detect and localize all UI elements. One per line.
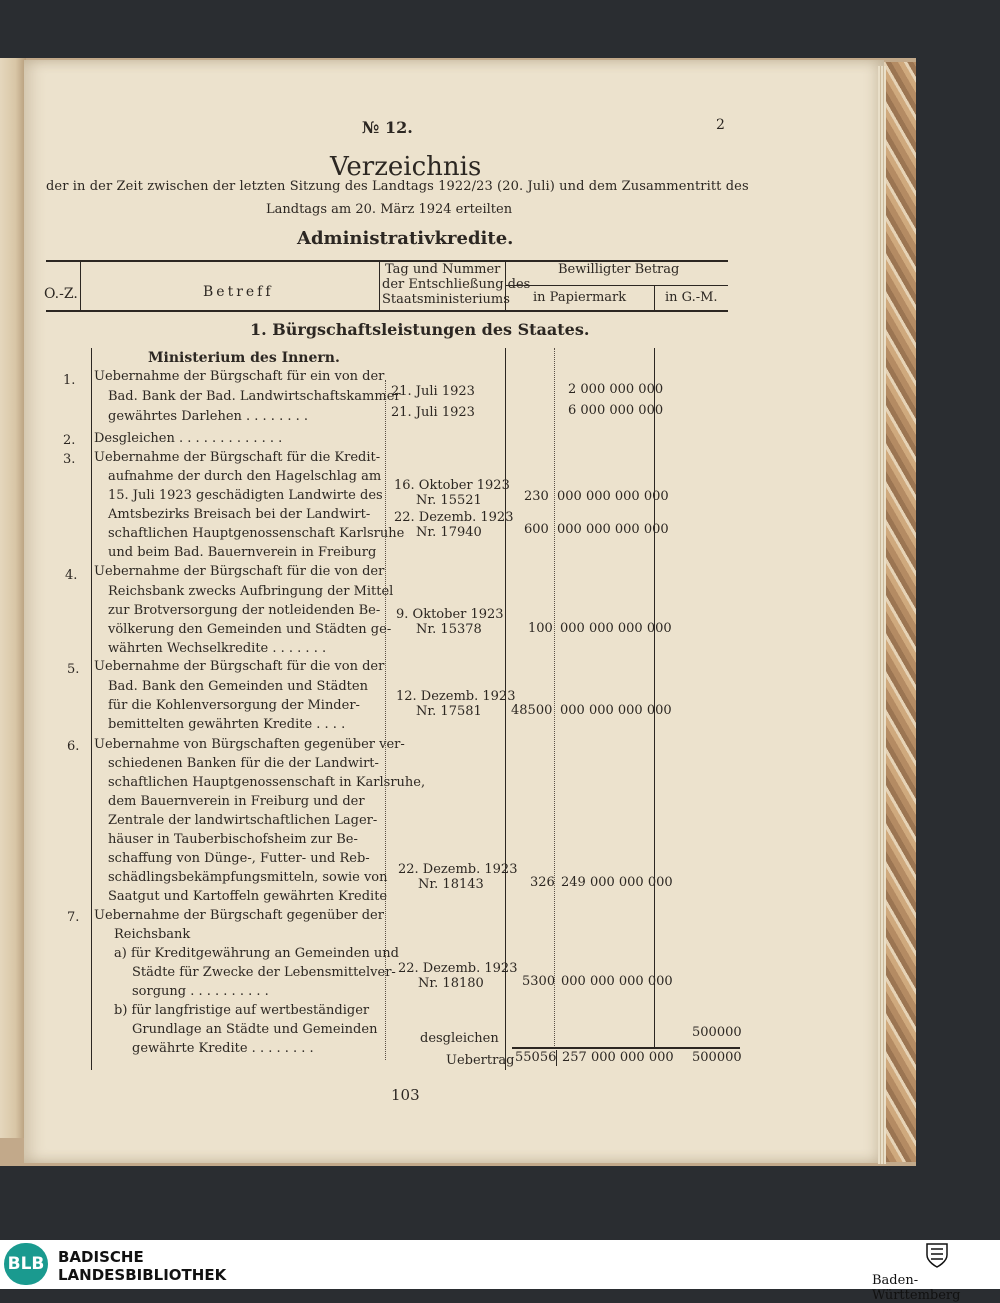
page-right-number: 2 (716, 117, 725, 133)
row-6-text-5: Zentrale der landwirtschaftlichen Lager- (108, 813, 378, 828)
total-amount-a: 55056 (515, 1050, 557, 1065)
row-6-text-3: schaftlichen Hauptgenossenschaft in Karlsruhe, (108, 775, 426, 790)
row-7-nr: 7. (67, 910, 80, 925)
row-6-text-6: häuser in Tauberbischofsheim zur Be- (108, 832, 358, 847)
row-3-text-1: Uebernahme der Bürgschaft für die Kredit- (94, 450, 381, 465)
row-1-date-2: 21. Juli 1923 (391, 405, 475, 420)
row-2-nr: 2. (63, 433, 76, 448)
row-1-value-1: 2 000 000 000 (568, 382, 664, 397)
row-6-text-1: Uebernahme von Bürgschaften gegenüber ver- (94, 737, 405, 752)
header-tag-l2: der Entschließung des (382, 277, 531, 292)
header-papiermark: in Papiermark (533, 290, 627, 305)
row-6-date-2: Nr. 18143 (418, 877, 484, 892)
section-heading: 1. Bürgschaftsleistungen des Staates. (250, 320, 590, 339)
row-4-text-3: zur Brotversorgung der notleidenden Be- (108, 603, 381, 618)
row-3-text-3: 15. Juli 1923 geschädigten Landwirte des (108, 488, 383, 503)
row-7-date-2: Nr. 18180 (418, 976, 484, 991)
amount-header-rule (506, 285, 728, 286)
body-rule-dotted (554, 348, 555, 1048)
row-7b-desgleichen: desgleichen (420, 1031, 499, 1046)
total-label: Uebertrag (446, 1053, 515, 1068)
total-amount-b: 257 000 000 000 (562, 1050, 674, 1065)
total-rule (512, 1047, 740, 1049)
subtitle-line-1: der in der Zeit zwischen der letzten Sitzung des Landtags 1922/23 (20. Juli) und dem Zusammentritt des (46, 179, 749, 194)
row-7b-text-2: Grundlage an Städte und Gemeinden (132, 1022, 378, 1037)
row-3-date-4: Nr. 17940 (416, 525, 482, 540)
col-rule-betreff (379, 262, 380, 310)
library-name-line-2: LANDESBIBLIOTHEK (58, 1266, 227, 1284)
row-3-amount-a1: 230 (524, 489, 549, 504)
row-7a-text-3: sorgung . . . . . . . . . . (132, 984, 269, 999)
row-5-nr: 5. (67, 662, 80, 677)
row-3-nr: 3. (63, 452, 76, 467)
row-2-text-1: Desgleichen . . . . . . . . . . . . . (94, 431, 283, 446)
left-page-edge (0, 58, 26, 1138)
row-6-amount-b1: 249 000 000 000 (561, 875, 673, 890)
row-5-text-3: für die Kohlenversorgung der Minder- (108, 698, 360, 713)
row-1-nr: 1. (63, 373, 76, 388)
row-5-amount-b1: 000 000 000 000 (560, 703, 672, 718)
page-title: Verzeichnis (330, 152, 482, 182)
row-5-text-4: bemittelten gewährten Kredite . . . . (108, 717, 346, 732)
row-4-date-1: 9. Oktober 1923 (396, 607, 504, 622)
row-6-text-2: schiedenen Banken für die der Landwirt- (108, 756, 379, 771)
row-4-amount-a1: 100 (528, 621, 553, 636)
row-7-date-1: 22. Dezemb. 1923 (398, 961, 518, 976)
row-6-date-1: 22. Dezemb. 1923 (398, 862, 518, 877)
row-6-text-7: schaffung von Dünge-, Futter- und Reb- (108, 851, 370, 866)
row-4-text-2: Reichsbank zwecks Aufbringung der Mittel (108, 584, 394, 599)
total-gm: 500000 (692, 1050, 742, 1065)
row-3-amount-b2: 000 000 000 000 (557, 522, 669, 537)
row-4-date-2: Nr. 15378 (416, 622, 482, 637)
row-3-amount-b1: 000 000 000 000 (557, 489, 669, 504)
ministry-heading: Ministerium des Innern. (148, 350, 340, 366)
header-oz: O.-Z. (44, 286, 78, 302)
row-4-text-1: Uebernahme der Bürgschaft für die von der (94, 564, 385, 579)
row-4-text-5: währten Wechselkredite . . . . . . . (108, 641, 327, 656)
row-3-date-3: 22. Dezemb. 1923 (394, 510, 514, 525)
row-4-text-4: völkerung den Gemeinden und Städten ge- (108, 622, 392, 637)
subtitle-line-2: Landtags am 20. März 1924 erteilten (266, 202, 513, 217)
row-4-nr: 4. (65, 568, 78, 583)
col-rule-oz (80, 262, 81, 310)
heading: Administrativkredite. (297, 228, 514, 249)
col-rule-papiermark (654, 286, 655, 310)
row-7a-amount-b: 000 000 000 000 (561, 974, 673, 989)
row-6-nr: 6. (67, 739, 80, 754)
table-header-rule (46, 310, 728, 312)
row-7a-text-2: Städte für Zwecke der Lebensmittelver- (132, 965, 396, 980)
row-7-text-2: Reichsbank (114, 927, 191, 942)
header-tag-l3: Staatsministeriums (382, 292, 510, 307)
row-1-value-2: 6 000 000 000 (568, 403, 664, 418)
row-1-date-1: 21. Juli 1923 (391, 384, 475, 399)
body-rule-left (91, 348, 92, 1070)
row-6-text-8: schädlingsbekämpfungsmitteln, sowie von (108, 870, 388, 885)
library-name-line-1: BADISCHE (58, 1248, 144, 1266)
row-7a-amount-a: 5300 (522, 974, 556, 989)
document-number: № 12. (362, 118, 413, 137)
row-7b-gm: 500000 (692, 1025, 742, 1040)
row-3-text-5: schaftlichen Hauptgenossenschaft Karlsruhe (108, 526, 405, 541)
row-5-text-1: Uebernahme der Bürgschaft für die von der (94, 659, 385, 674)
header-betreff: Betreff (203, 284, 274, 300)
row-6-amount-a1: 326 (530, 875, 555, 890)
row-7a-text-1: a) für Kreditgewährung an Gemeinden und (114, 946, 399, 961)
row-1-text-2: Bad. Bank der Bad. Landwirtschaftskammer (108, 389, 401, 404)
row-7b-text-1: b) für langfristige auf wertbeständiger (114, 1003, 370, 1018)
row-3-text-2: aufnahme der durch den Hagelschlag am (108, 469, 382, 484)
row-7b-text-3: gewährte Kredite . . . . . . . . (132, 1041, 314, 1056)
header-tag-l1: Tag und Nummer (385, 262, 501, 277)
row-1-text-3: gewährtes Darlehen . . . . . . . . (108, 409, 308, 424)
row-3-date-2: Nr. 15521 (416, 493, 482, 508)
row-5-amount-a1: 48500 (511, 703, 553, 718)
row-3-amount-a2: 600 (524, 522, 549, 537)
row-5-date-1: 12. Dezemb. 1923 (396, 689, 516, 704)
state-name: Baden-Württemberg (872, 1273, 961, 1303)
row-7-text-1: Uebernahme der Bürgschaft gegenüber der (94, 908, 384, 923)
page-stack-edge (878, 66, 886, 1164)
row-3-date-1: 16. Oktober 1923 (394, 478, 510, 493)
page-number: 103 (391, 1086, 420, 1104)
blb-logo-icon[interactable]: BLB (4, 1243, 48, 1285)
row-1-text-1: Uebernahme der Bürgschaft für ein von der (94, 369, 385, 384)
row-6-text-9: Saatgut und Kartoffeln gewährten Kredite (108, 889, 388, 904)
row-4-amount-b1: 000 000 000 000 (560, 621, 672, 636)
row-5-text-2: Bad. Bank den Gemeinden und Städten (108, 679, 368, 694)
coat-of-arms-icon (924, 1241, 950, 1269)
row-6-text-4: dem Bauernverein in Freiburg und der (108, 794, 365, 809)
row-5-date-2: Nr. 17581 (416, 704, 482, 719)
row-3-text-4: Amtsbezirks Breisach bei der Landwirt- (108, 507, 371, 522)
header-bewilligt: Bewilligter Betrag (558, 262, 680, 277)
row-3-text-6: und beim Bad. Bauernverein in Freiburg (108, 545, 377, 560)
body-rule-gm (654, 348, 655, 1048)
header-gm: in G.-M. (665, 290, 718, 305)
